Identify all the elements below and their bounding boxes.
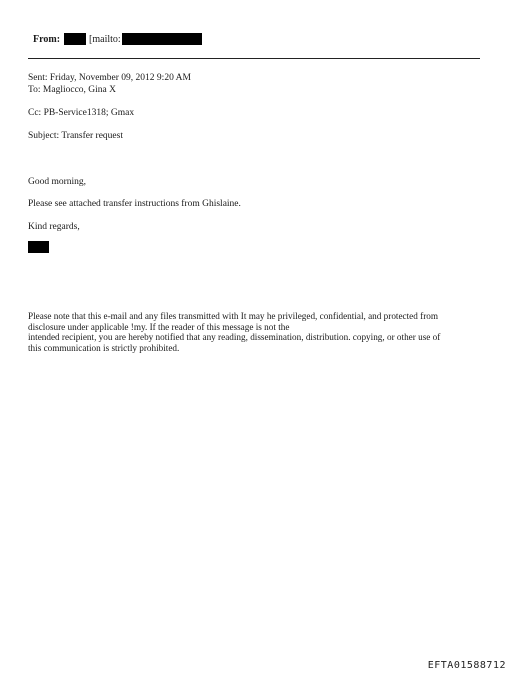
- legal-disclaimer: [28, 311, 484, 353]
- mailto-text: [mailto:: [89, 33, 121, 45]
- document-id: EFTA01588712: [427, 660, 506, 671]
- disclaimer-line: Please note that this e-mail and any files transmitted with It may he privileged, confidential, and protected from: [28, 311, 438, 321]
- subject-line: Subject: Transfer request: [28, 131, 123, 141]
- header-divider: [28, 58, 480, 59]
- message-text: Please see attached transfer instructions from Ghislaine.: [28, 199, 241, 209]
- redacted-sender-name: [64, 33, 86, 45]
- greeting-text: Good morning,: [28, 177, 87, 187]
- redacted-signature: [28, 241, 49, 253]
- closing-text: Kind regards,: [28, 222, 80, 232]
- from-label: From:: [33, 33, 61, 45]
- disclaimer-line: disclosure under applicable !my. If the reader of this message is not the: [28, 321, 290, 332]
- redacted-sender-email: [122, 33, 202, 45]
- disclaimer-line: intended recipient, you are hereby notified that any reading, dissemination, distribution. copying, or other use of: [28, 332, 441, 343]
- disclaimer-line: this communication is strictly prohibited.: [28, 342, 180, 353]
- sent-line: Sent: Friday, November 09, 2012 9:20 AM: [28, 73, 191, 83]
- cc-line: Cc: PB-Service1318; Gmax: [28, 108, 135, 118]
- from-line: [33, 33, 202, 45]
- to-line: To: Magliocco, Gina X: [28, 85, 116, 95]
